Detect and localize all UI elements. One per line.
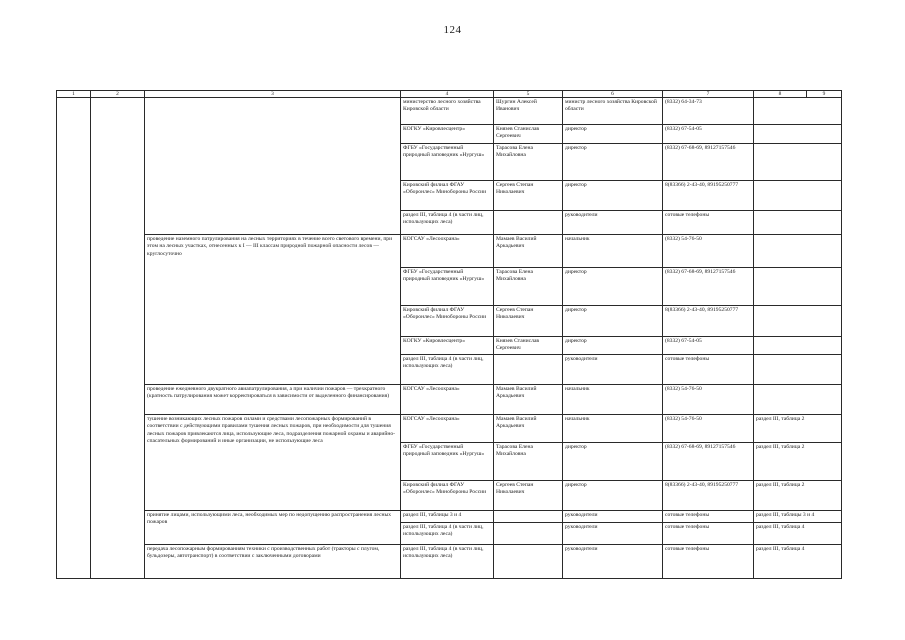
position-cell: начальник — [563, 384, 663, 414]
position-cell: директор — [563, 480, 663, 510]
phone-cell: 8(83366) 2-43-40, 89195250777 — [663, 480, 754, 510]
responsible-org-cell: Кировский филиал ФГАУ «Оборонлес» Минобороны России — [401, 480, 494, 510]
responsible-org-cell: КОГСАУ «Лесоохрана» — [401, 414, 494, 442]
fire-response-table — [56, 90, 842, 579]
phone-cell: (8332) 67-68-69, 89127157546 — [663, 268, 754, 306]
reference-cell — [754, 125, 842, 144]
phone-cell: (8332) 67-68-69, 89127157546 — [663, 442, 754, 480]
position-cell: руководители — [563, 211, 663, 235]
responsible-org-cell: Кировский филиал ФГАУ «Оборонлес» Минобороны России — [401, 181, 494, 211]
contact-person-cell — [494, 211, 563, 235]
col1-cell — [57, 98, 91, 579]
header-col-8: 8 — [754, 91, 807, 98]
table-body — [57, 98, 842, 579]
reference-cell — [754, 181, 842, 211]
position-cell: министр лесного хозяйства Кировской области — [563, 98, 663, 125]
measure-cell: тушение возникающих лесных пожаров силами и средствами лесопожарных формирований в соответствии с действующими правилами тушения лесных пожаров, при необходимости для тушения лесных пожаров привлекаются лица, использующие леса, подразделения пожарной охраны и аварийно-спасательных формирований и иные организации, не использующие леса — [145, 414, 401, 510]
contact-person-cell — [494, 510, 563, 522]
position-cell: директор — [563, 306, 663, 337]
measure-cell: передача лесопожарным формированиям техники с производственных работ (тракторы с плугом, бульдозеры, автотранспорт) в соответствии с заключенными договорами — [145, 544, 401, 578]
phone-cell: (8332) 54-76-50 — [663, 235, 754, 268]
position-cell: руководители — [563, 510, 663, 522]
reference-cell: раздел III, таблица 2 — [754, 414, 842, 442]
column-number-row — [57, 91, 842, 98]
contact-person-cell: Мамаев Василий Аркадьевич — [494, 414, 563, 442]
measure-cell — [145, 98, 401, 235]
phone-cell: (8332) 67-54-05 — [663, 337, 754, 355]
reference-cell — [754, 306, 842, 337]
position-cell: руководители — [563, 522, 663, 544]
contact-person-cell — [494, 544, 563, 578]
reference-cell: раздел III, таблицы 3 и 4 — [754, 510, 842, 522]
reference-cell — [754, 384, 842, 414]
phone-cell: (8332) 67-54-05 — [663, 125, 754, 144]
responsible-org-cell: ФГБУ «Государственный природный заповедник «Нургуш» — [401, 442, 494, 480]
phone-cell: (8332) 54-76-50 — [663, 384, 754, 414]
responsible-org-cell: раздел III, таблица 4 (в части лиц, использующих леса) — [401, 544, 494, 578]
reference-cell: раздел III, таблица 2 — [754, 480, 842, 510]
responsible-org-cell: раздел III, таблица 4 (в части лиц, использующих леса) — [401, 522, 494, 544]
responsible-org-cell: раздел III, таблицы 3 и 4 — [401, 510, 494, 522]
position-cell: директор — [563, 268, 663, 306]
phone-cell: сотовые телефоны — [663, 544, 754, 578]
phone-cell: 8(83366) 2-43-40, 89195250777 — [663, 181, 754, 211]
header-col-3: 3 — [145, 91, 401, 98]
reference-cell: раздел III, таблица 2 — [754, 442, 842, 480]
position-cell: директор — [563, 125, 663, 144]
contact-person-cell — [494, 522, 563, 544]
reference-cell: раздел III, таблица 4 — [754, 522, 842, 544]
header-col-7: 7 — [663, 91, 754, 98]
reference-cell — [754, 268, 842, 306]
reference-cell — [754, 354, 842, 384]
responsible-org-cell: КОГКУ «Кировлесцентр» — [401, 337, 494, 355]
reference-cell — [754, 235, 842, 268]
contact-person-cell: Сергеев Степан Николаевич — [494, 306, 563, 337]
reference-cell — [754, 98, 842, 125]
phone-cell: 8(83366) 2-43-40, 89195250777 — [663, 306, 754, 337]
responsible-org-cell: Кировский филиал ФГАУ «Оборонлес» Минобороны России — [401, 306, 494, 337]
measure-cell: принятие лицами, использующими леса, необходимых мер по недопущению распространения лесных пожаров — [145, 510, 401, 544]
contact-person-cell: Тарасова Елена Михайловна — [494, 442, 563, 480]
header-col-5: 5 — [494, 91, 563, 98]
phone-cell: сотовые телефоны — [663, 354, 754, 384]
contact-person-cell: Князев Станислав Сергеевич — [494, 337, 563, 355]
position-cell: директор — [563, 442, 663, 480]
phone-cell: (8332) 67-68-69, 89127157546 — [663, 144, 754, 181]
responsible-org-cell: раздел III, таблица 4 (в части лиц, использующих леса) — [401, 211, 494, 235]
responsible-org-cell: КОГСАУ «Лесоохрана» — [401, 384, 494, 414]
reference-cell — [754, 144, 842, 181]
header-col-1: 1 — [57, 91, 91, 98]
contact-person-cell: Тарасова Елена Михайловна — [494, 268, 563, 306]
table-row — [57, 414, 842, 442]
header-col-4: 4 — [401, 91, 494, 98]
header-col-9: 9 — [807, 91, 842, 98]
measure-cell: проведение наземного патрулирования на лесных территориях в течение всего светового времени, при этом на лесных участках, отнесенных к I — III классам природной пожарной опасности лесов — круглосуточно — [145, 235, 401, 385]
position-cell: директор — [563, 181, 663, 211]
table-row — [57, 235, 842, 268]
contact-person-cell: Мамаев Василий Аркадьевич — [494, 235, 563, 268]
contact-person-cell: Сергеев Степан Николаевич — [494, 181, 563, 211]
phone-cell: сотовые телефоны — [663, 211, 754, 235]
position-cell: руководители — [563, 354, 663, 384]
contact-person-cell: Мамаев Василий Аркадьевич — [494, 384, 563, 414]
position-cell: директор — [563, 144, 663, 181]
header-col-2: 2 — [91, 91, 145, 98]
col2-cell — [91, 98, 145, 579]
table-row — [57, 98, 842, 125]
contact-person-cell: Сергеев Степан Николаевич — [494, 480, 563, 510]
reference-cell — [754, 337, 842, 355]
phone-cell: сотовые телефоны — [663, 522, 754, 544]
position-cell: начальник — [563, 414, 663, 442]
position-cell: начальник — [563, 235, 663, 268]
header-col-6: 6 — [563, 91, 663, 98]
responsible-org-cell: КОГКУ «Кировлесцентр» — [401, 125, 494, 144]
reference-cell — [754, 211, 842, 235]
position-cell: руководители — [563, 544, 663, 578]
contact-person-cell: Тарасова Елена Михайловна — [494, 144, 563, 181]
responsible-org-cell: КОГСАУ «Лесоохрана» — [401, 235, 494, 268]
responsible-org-cell: министерство лесного хозяйства Кировской области — [401, 98, 494, 125]
phone-cell: (8332) 54-76-50 — [663, 414, 754, 442]
table-row — [57, 384, 842, 414]
responsible-org-cell: ФГБУ «Государственный природный заповедник «Нургуш» — [401, 268, 494, 306]
table-row — [57, 510, 842, 522]
contact-person-cell: Шургин Алексей Иванович — [494, 98, 563, 125]
responsible-org-cell: раздел III, таблица 4 (в части лиц, использующих леса) — [401, 354, 494, 384]
reference-cell: раздел III, таблица 4 — [754, 544, 842, 578]
contact-person-cell — [494, 354, 563, 384]
measure-cell: проведение ежедневного двукратного авиапатрулирования, а при наличии пожаров — трехкратного (кратность патрулирования может корректироваться в зависимости от выделенного финансирования) — [145, 384, 401, 414]
page-number: 124 — [443, 24, 462, 36]
contact-person-cell: Князев Станислав Сергеевич — [494, 125, 563, 144]
table-row — [57, 544, 842, 578]
responsible-org-cell: ФГБУ «Государственный природный заповедник «Нургуш» — [401, 144, 494, 181]
position-cell: директор — [563, 337, 663, 355]
phone-cell: сотовые телефоны — [663, 510, 754, 522]
phone-cell: (8332) 64-34-73 — [663, 98, 754, 125]
